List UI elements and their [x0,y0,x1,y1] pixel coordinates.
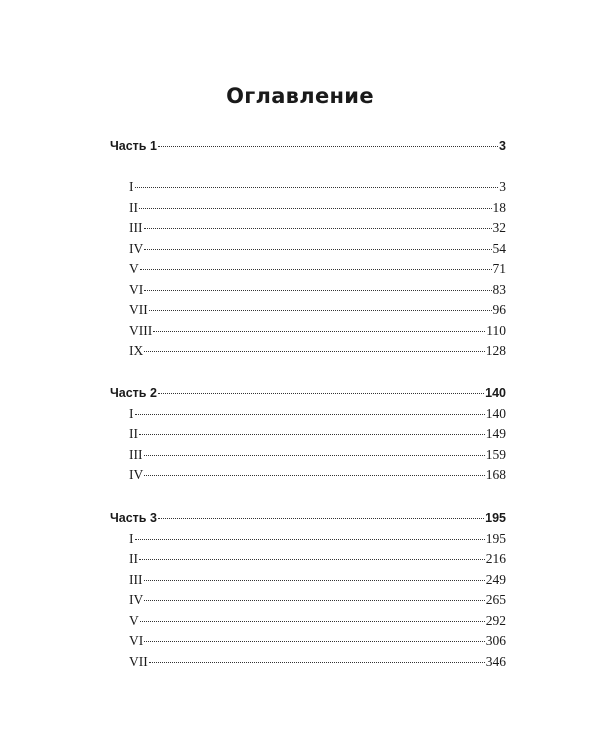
page-number: 71 [492,261,506,276]
chapter-label: VI [129,282,144,297]
dot-leader [158,518,484,519]
toc-chapter[interactable] [110,652,506,672]
toc-part-3[interactable] [110,508,506,528]
toc-chapter[interactable] [110,177,506,197]
page-number: 306 [485,633,506,648]
dot-leader [144,475,485,476]
dot-leader [144,351,485,352]
chapter-label: II [129,200,138,215]
page-number: 346 [485,654,506,669]
chapter-label: V [129,613,139,628]
chapter-label: IX [129,343,144,358]
chapter-label: VI [129,633,144,648]
dot-leader [139,559,485,560]
page-number: 249 [485,572,506,587]
toc-chapter[interactable] [110,549,506,569]
dot-leader [144,600,485,601]
chapter-label: I [129,179,134,194]
dot-leader [149,310,492,311]
page-number: 3 [499,139,506,153]
chapter-label: I [129,406,134,421]
dot-leader [144,249,491,250]
toc-chapter[interactable] [110,321,506,341]
page-number: 54 [492,241,506,256]
page-number: 18 [492,200,506,215]
page-number: 140 [485,386,506,400]
dot-leader [135,414,485,415]
toc-part-2[interactable] [110,383,506,403]
part-label: Часть 2 [110,386,157,400]
page-number: 159 [485,447,506,462]
dot-leader [158,146,498,147]
chapter-label: VII [129,654,148,669]
page-number: 128 [485,343,506,358]
chapter-label: VII [129,302,148,317]
toc-chapter[interactable] [110,300,506,320]
part-label: Часть 3 [110,511,157,525]
dot-leader [139,434,485,435]
dot-leader [140,269,492,270]
page-number: 83 [492,282,506,297]
dot-leader [139,208,492,209]
page-number: 96 [492,302,506,317]
toc-chapter[interactable] [110,570,506,590]
dot-leader [140,621,485,622]
chapter-label: III [129,447,143,462]
chapter-label: II [129,551,138,566]
toc-chapter[interactable] [110,280,506,300]
toc-chapter[interactable] [110,218,506,238]
page-number: 110 [486,323,506,338]
toc-chapter[interactable] [110,198,506,218]
page-title: Оглавление [226,84,374,108]
page-number: 140 [485,406,506,421]
page-number: 216 [485,551,506,566]
page-number: 168 [485,467,506,482]
dot-leader [153,331,485,332]
dot-leader [144,290,491,291]
chapter-label: II [129,426,138,441]
chapter-label: IV [129,241,144,256]
page-number: 292 [485,613,506,628]
toc-chapter[interactable] [110,424,506,444]
chapter-label: IV [129,592,144,607]
toc-chapter[interactable] [110,611,506,631]
page-number: 149 [485,426,506,441]
page-number: 195 [485,531,506,546]
chapter-label: IV [129,467,144,482]
page-number: 3 [499,179,506,194]
toc-chapter[interactable] [110,404,506,424]
toc-chapter[interactable] [110,259,506,279]
page-number: 265 [485,592,506,607]
chapter-label: III [129,220,143,235]
dot-leader [144,228,492,229]
chapter-label: VIII [129,323,153,338]
chapter-label: V [129,261,139,276]
toc-chapter[interactable] [110,239,506,259]
toc-chapter[interactable] [110,529,506,549]
dot-leader [144,641,485,642]
dot-leader [144,455,485,456]
part-label: Часть 1 [110,139,157,153]
dot-leader [149,662,485,663]
chapter-label: III [129,572,143,587]
dot-leader [135,187,499,188]
toc-chapter[interactable] [110,465,506,485]
toc-chapter[interactable] [110,590,506,610]
dot-leader [135,539,485,540]
toc-chapter[interactable] [110,445,506,465]
toc-chapter[interactable] [110,341,506,361]
page-number: 195 [485,511,506,525]
chapter-label: I [129,531,134,546]
page-number: 32 [492,220,506,235]
dot-leader [158,393,484,394]
toc-part-1[interactable] [110,136,506,156]
toc-chapter[interactable] [110,631,506,651]
dot-leader [144,580,485,581]
